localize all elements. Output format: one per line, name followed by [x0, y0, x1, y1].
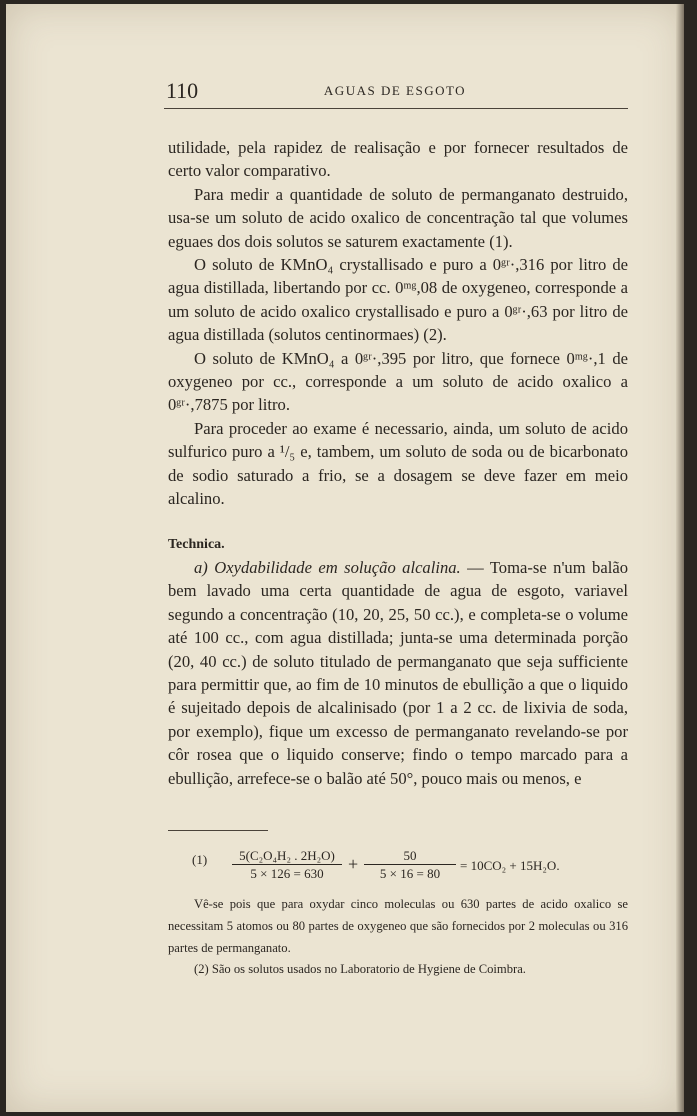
page-header	[164, 78, 626, 104]
fraction-denominator: 5 × 16 = 80	[364, 864, 456, 882]
footnote-text: (2) São os solutos usados no Laboratorio de Hygiene de Coimbra.	[194, 962, 526, 977]
footnote-text: Vê-se pois que para oxydar cinco moleculas ou 630 partes de acido oxalico se necessitam 5 atomos ou 80 partes de oxygeneo que são fornecidos por 2 moleculas ou 316 partes de permanganato.	[168, 897, 628, 955]
fraction-numerator: 50	[403, 848, 417, 863]
paragraph: Para proceder ao exame é necessario, ainda, um soluto de acido sulfurico puro a ¹/₅ e, tambem, um soluto de soda ou de bicarbonato de sodio saturado a frio, se a dosagem se deve fazer em meio alcalino.	[168, 418, 628, 509]
formula-fraction	[232, 848, 342, 882]
running-title: AGUAS DE ESGOTO	[323, 83, 467, 98]
page-edge-shadow	[676, 4, 684, 1112]
paragraph: Para medir a quantidade de soluto de permanganato destruido, usa-se um soluto de acido oxalico de concentração tal que volumes eguaes dos dois solutos se saturem exactamente (1).	[168, 184, 628, 251]
paragraph: utilidade, pela rapidez de realisação e por fornecer resultados de certo valor comparativo.	[168, 138, 628, 181]
plus-sign: +	[348, 854, 359, 874]
body-text	[168, 136, 628, 790]
footnote-rule	[168, 830, 268, 831]
fraction-numerator: 5(C₂O₄H₂ . 2H₂O)	[239, 848, 335, 863]
formula-result: = 10CO₂ + 15H₂O.	[460, 858, 560, 873]
paragraph: O soluto de KMnO₄ a 0ᵍʳ·,395 por litro, que fornece 0ᵐᵍ·,1 de oxygeneo por cc., corresponde a um soluto de acido oxalico a 0ᵍʳ·,7875 por litro.	[168, 348, 628, 415]
section-paragraph	[168, 556, 628, 790]
header-rule	[164, 108, 628, 109]
formula-fraction	[364, 848, 456, 882]
paragraph: O soluto de KMnO₄ crystallisado e puro a 0ᵍʳ·,316 por litro de agua distillada, libertando por cc. 0ᵐᵍ,08 de oxygeneo, corresponde a um soluto de acido oxalico crystallisado e puro a 0ᵍʳ·,63 por litro de agua distillada (solutos centinormaes) (2).	[168, 255, 628, 345]
book-page	[6, 4, 684, 1112]
item-marker: a)	[194, 557, 208, 577]
item-text: — Toma-se n'um balão bem lavado uma certa quantidade de agua de esgoto, variavel segundo a concentração (10, 20, 25, 50 cc.), e completa-se o volume até 100 cc., com agua distillada; junta-se uma determinada porção (20, 40 cc.) de soluto titulado de permanganato que seja sufficiente para permittir que, ao fim de 10 minutos de ebullição a que o liquido é sujeitado depois de alcalinisado (por 1 a 2 cc. de lixivia de soda, por exemplo), fique um excesso de permanganato revelando-se por côr rosea que o liquido conserve; findo o tempo marcado para a ebullição, arrefece-se o balão até 50°, pouco mais ou menos, e	[168, 557, 628, 788]
footnote-marker: (1)	[192, 852, 208, 867]
footnotes	[168, 894, 628, 981]
fraction-denominator: 5 × 126 = 630	[232, 864, 342, 882]
item-title: Oxydabilidade em solução alcalina.	[214, 557, 461, 577]
section-heading: Technica.	[168, 536, 225, 552]
footnote-formula	[192, 848, 612, 884]
page-number: 110	[166, 78, 199, 103]
